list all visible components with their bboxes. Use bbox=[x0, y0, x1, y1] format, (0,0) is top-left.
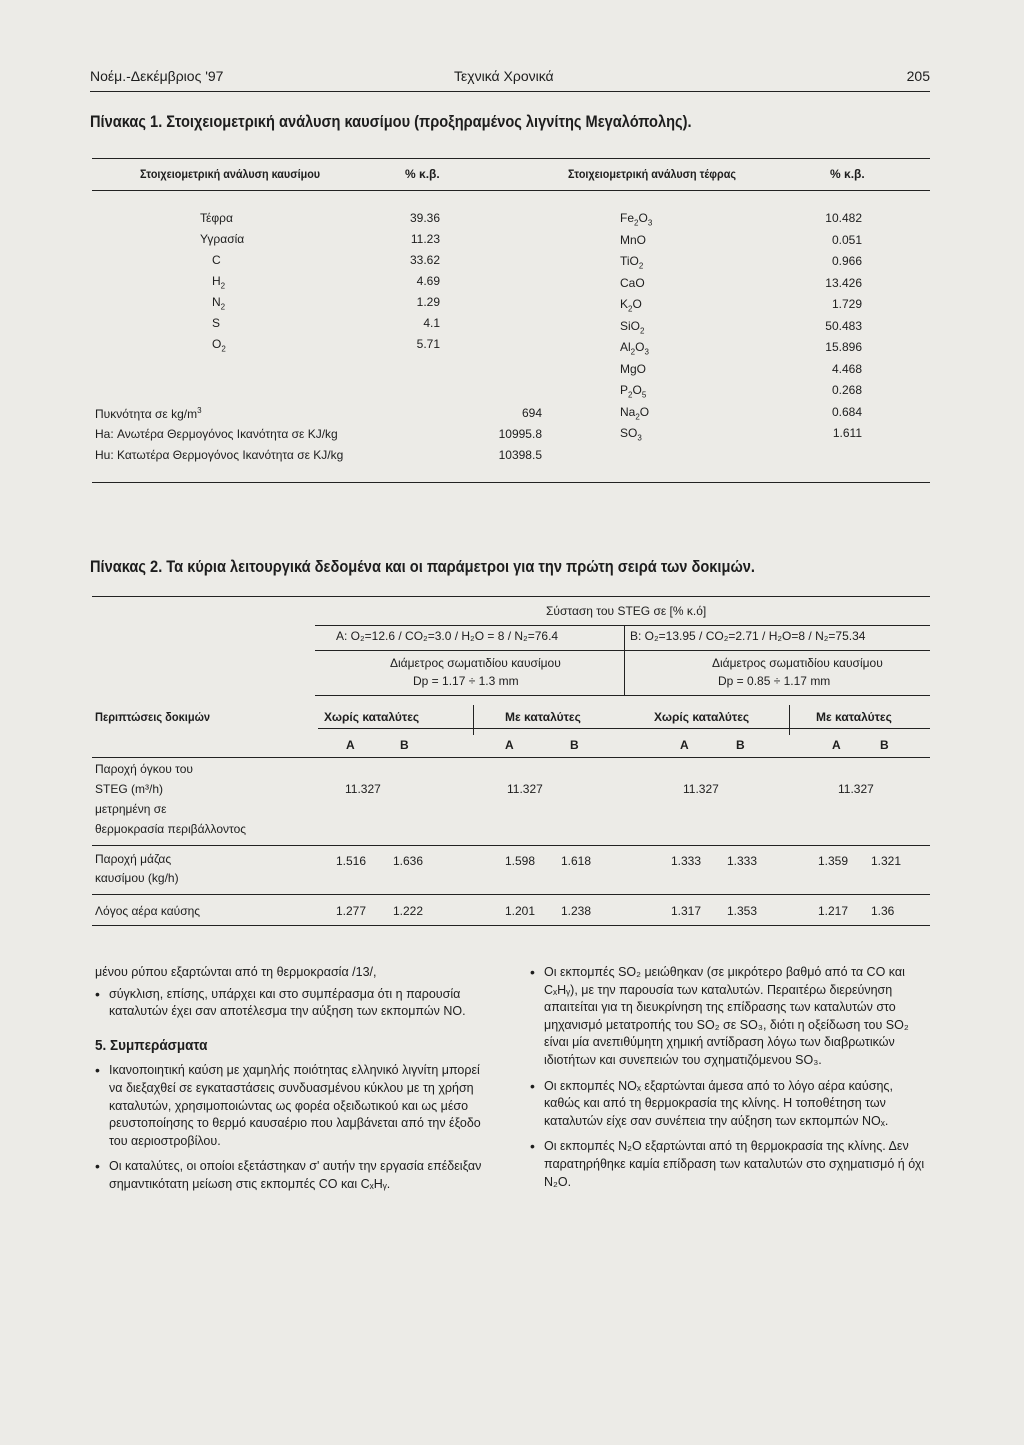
table1-header-rule bbox=[92, 190, 930, 191]
table1-header-fuel: Στοιχειομετρική ανάλυση καυσίμου bbox=[140, 167, 321, 181]
row-label-line: STEG (m³/h) bbox=[95, 782, 163, 796]
ash-component: TiO$_2$ bbox=[620, 254, 644, 271]
ash-component: $Na_2O$ bbox=[620, 404, 650, 421]
rule bbox=[789, 705, 790, 735]
property-label: Hu: Κατωτέρα Θερμογόνος Ικανότητα σε KJ/kg bbox=[95, 448, 344, 462]
col-b: B bbox=[880, 738, 889, 752]
table2-caption: Πίνακας 2. Τα κύρια λειτουργικά δεδομένα και οι παράμετροι για την πρώτη σειρά των δοκιμών. bbox=[90, 557, 755, 576]
fuel-component: $H_2$ bbox=[212, 274, 226, 291]
rule bbox=[315, 695, 930, 696]
without-catalysts-a: Χωρίς καταλύτες bbox=[324, 710, 420, 724]
air-ratio-value: 1.222 bbox=[393, 904, 424, 918]
property-label: Πυκνότητα σε $kg/m^3$ bbox=[95, 406, 202, 421]
ash-value: 0.268 bbox=[831, 383, 862, 397]
fuel-value: 4.69 bbox=[416, 274, 440, 288]
fuel-value: 5.71 bbox=[416, 337, 440, 351]
ash-value: 0.966 bbox=[831, 254, 862, 268]
fuel-component: $O_2$ bbox=[212, 337, 226, 354]
volume-flow-value: 11.327 bbox=[507, 782, 543, 796]
ash-component: $P_2O_5$ bbox=[620, 383, 647, 400]
ash-component: SiO$_2$ bbox=[620, 318, 645, 335]
bullet-item: • Οι εκπομπές NOₓ εξαρτώνται άμεσα από το λόγο αέρα καύσης, καθώς και από τη θερμοκρασία της κλίνης. Η τοποθέτηση των καταλυτών είχε σαν συνέπεια την αύξηση των εκπομπών NOₓ. bbox=[530, 1078, 930, 1131]
diameter-b-value: Dp = 0.85 ÷ 1.17 mm bbox=[718, 674, 831, 688]
air-ratio-value: 1.201 bbox=[505, 904, 536, 918]
rule bbox=[92, 925, 930, 926]
volume-flow-value: 11.327 bbox=[683, 782, 719, 796]
ash-value: 1.729 bbox=[831, 297, 862, 311]
volume-flow-value: 11.327 bbox=[345, 782, 381, 796]
mass-flow-value: 1.333 bbox=[671, 854, 702, 868]
rule bbox=[318, 728, 930, 729]
test-cases-header: Περιπτώσεις δοκιμών bbox=[95, 710, 211, 724]
bullet-item: • Ικανοποιητική καύση με χαμηλής ποιότητας ελληνικό λιγνίτη μπορεί να διεξαχθεί σε εγκαταστάσεις συνδυασμένου κύκλου με τη χρήση καταλυτών, χρησιμοποιώντας ως φορέα οξειδωτικού και ως μέσο ρευστοποίησης το θερμό καυσαέριο που λαμβάνεται από την έξοδο του αεριοστροβίλου. bbox=[95, 1062, 495, 1150]
ash-value: 10.482 bbox=[825, 211, 862, 225]
air-ratio-value: 1.36 bbox=[871, 904, 895, 918]
fuel-value: 33.62 bbox=[409, 253, 440, 267]
ash-value: 1.611 bbox=[832, 426, 862, 440]
fuel-component: S bbox=[212, 316, 221, 330]
col-a: A bbox=[346, 738, 355, 752]
ash-value: 15.896 bbox=[825, 340, 862, 354]
mass-flow-value: 1.321 bbox=[871, 854, 902, 868]
col-b: B bbox=[736, 738, 745, 752]
mass-flow-value: 1.359 bbox=[818, 854, 849, 868]
row-label-line: θερμοκρασία περιβάλλοντος bbox=[95, 822, 247, 836]
ash-value: 0.051 bbox=[831, 232, 862, 247]
ash-value: 4.468 bbox=[831, 361, 862, 376]
mass-flow-value: 1.618 bbox=[561, 854, 592, 868]
fuel-component: C bbox=[212, 253, 221, 267]
ash-component: MnO bbox=[620, 232, 647, 247]
mass-flow-value: 1.333 bbox=[727, 854, 758, 868]
rule bbox=[92, 757, 930, 758]
diameter-a-value: Dp = 1.17 ÷ 1.3 mm bbox=[413, 674, 519, 688]
table1-caption: Πίνακας 1. Στοιχειομετρική ανάλυση καυσίμου (προξηραμένος λιγνίτης Μεγαλόπολης). bbox=[90, 112, 692, 131]
table1-top-rule bbox=[92, 158, 930, 159]
fuel-value: 39.36 bbox=[409, 211, 440, 225]
col-b: B bbox=[400, 738, 409, 752]
col-a: A bbox=[832, 738, 841, 752]
property-value: 10995.8 bbox=[498, 427, 542, 441]
journal-title: Τεχνικά Χρονικά bbox=[454, 68, 554, 84]
rule bbox=[624, 625, 625, 695]
with-catalysts-a: Με καταλύτες bbox=[505, 710, 581, 724]
ash-value: 50.483 bbox=[825, 318, 862, 333]
col-a: A bbox=[680, 738, 689, 752]
table1-header-pct1: % κ.β. bbox=[405, 167, 440, 181]
fuel-component: Τέφρα bbox=[200, 211, 233, 225]
diameter-b-label: Διάμετρος σωματιδίου καυσίμου bbox=[712, 656, 883, 670]
ash-component: $Al_2O_3$ bbox=[620, 340, 649, 357]
fuel-value: 11.23 bbox=[410, 232, 440, 246]
ash-component: MgO bbox=[620, 361, 647, 376]
rule bbox=[92, 894, 930, 895]
bullet-item: • Οι καταλύτες, οι οποίοι εξετάστηκαν σ' αυτήν την εργασία επέδειξαν σημαντικότατη μείωση στις εκπομπές CO και CₓHᵧ. bbox=[95, 1158, 495, 1193]
col-a: A bbox=[505, 738, 514, 752]
rule bbox=[315, 650, 930, 651]
air-ratio-value: 1.353 bbox=[727, 904, 758, 918]
table1-header-ash: Στοιχειομετρική ανάλυση τέφρας bbox=[568, 167, 736, 181]
air-ratio-value: 1.317 bbox=[671, 904, 702, 918]
mass-flow-value: 1.598 bbox=[505, 854, 536, 868]
paragraph: μένου ρύπου εξαρτώνται από τη θερμοκρασία /13/, bbox=[95, 965, 377, 979]
ash-component: $SO_3$ bbox=[620, 426, 642, 443]
mass-flow-value: 1.636 bbox=[393, 854, 424, 868]
fuel-component: Υγρασία bbox=[200, 232, 245, 246]
fuel-component: $N_2$ bbox=[212, 295, 226, 312]
air-ratio-value: 1.238 bbox=[561, 904, 592, 918]
table2-top-rule bbox=[92, 596, 930, 597]
mass-flow-value: 1.516 bbox=[336, 854, 367, 868]
property-value: 694 bbox=[521, 406, 542, 420]
row-label-line: Παροχή μάζας bbox=[95, 852, 172, 866]
ash-value: 13.426 bbox=[825, 275, 862, 290]
composition-b: B: O₂=13.95 / CO₂=2.71 / H₂O=8 / N₂=75.34 bbox=[630, 629, 866, 643]
bullet-item: • Οι εκπομπές SO₂ μειώθηκαν (σε μικρότερο βαθμό από τα CO και CₓHᵧ), με την παρουσία των καταλυτών. Περαιτέρω διερεύνηση απαιτείται για τη διευκρίνηση της επίδρασης των καταλυτών στο μηχανισμό μετατροπής του SO₂ σε SO₃, διότι η οξείδωση του SO₂ είναι μία ανεπιθύμητη χημική αντίδραση λόγω των διαβρωτικών ιδιοτήτων και συνεπειών του σχηματιζόμενου SO₃. bbox=[530, 964, 930, 1070]
air-ratio-value: 1.217 bbox=[818, 904, 849, 918]
row-label-line: καυσίμου (kg/h) bbox=[95, 871, 179, 885]
steg-composition-label: Σύσταση του STEG σε [% κ.ό] bbox=[546, 604, 707, 618]
body-left-column bbox=[95, 964, 495, 1194]
header-rule bbox=[90, 91, 930, 92]
row-label-line: μετρημένη σε bbox=[95, 802, 167, 816]
table1-header-pct2: % κ.β. bbox=[830, 167, 865, 181]
ash-component: $Fe_2O_3$ bbox=[620, 211, 653, 228]
fuel-value: 4.1 bbox=[423, 316, 440, 330]
row-label-line: Παροχή όγκου του bbox=[95, 762, 193, 776]
fuel-value: 1.29 bbox=[416, 295, 440, 309]
body-right-column bbox=[530, 964, 930, 1191]
volume-flow-value: 11.327 bbox=[838, 782, 874, 796]
property-label: Ha: Ανωτέρα Θερμογόνος Ικανότητα σε KJ/kg bbox=[95, 427, 338, 441]
page-number: 205 bbox=[906, 68, 930, 84]
row-label: Λόγος αέρα καύσης bbox=[95, 904, 201, 918]
property-value: 10398.5 bbox=[498, 448, 542, 462]
without-catalysts-b: Χωρίς καταλύτες bbox=[654, 710, 750, 724]
rule bbox=[315, 625, 930, 626]
col-b: B bbox=[570, 738, 579, 752]
running-header bbox=[90, 68, 930, 88]
rule bbox=[473, 705, 474, 735]
composition-a: A: O₂=12.6 / CO₂=3.0 / H₂O = 8 / N₂=76.4 bbox=[336, 629, 559, 643]
issue-date: Νοέμ.-Δεκέμβριος '97 bbox=[90, 68, 224, 84]
section-heading: 5. Συμπεράσματα bbox=[95, 1036, 208, 1054]
with-catalysts-b: Με καταλύτες bbox=[816, 710, 892, 724]
bullet-item: • σύγκλιση, επίσης, υπάρχει και στο συμπέρασμα ότι η παρουσία καταλυτών έχει σαν αποτέλεσμα την αύξηση των εκπομπών NO. bbox=[95, 986, 495, 1021]
table1-bottom-rule bbox=[92, 482, 930, 483]
ash-component: $K_2O$ bbox=[620, 297, 642, 314]
ash-value: 0.684 bbox=[831, 404, 862, 419]
air-ratio-value: 1.277 bbox=[336, 904, 367, 918]
rule bbox=[92, 845, 930, 846]
diameter-a-label: Διάμετρος σωματιδίου καυσίμου bbox=[390, 656, 561, 670]
bullet-item: • Οι εκπομπές N₂O εξαρτώνται από τη θερμοκρασία της κλίνης. Δεν παρατηρήθηκε καμία επίδραση των καταλυτών στο σχηματισμό ή όχι N₂O. bbox=[530, 1138, 930, 1191]
ash-component: CaO bbox=[620, 275, 645, 290]
